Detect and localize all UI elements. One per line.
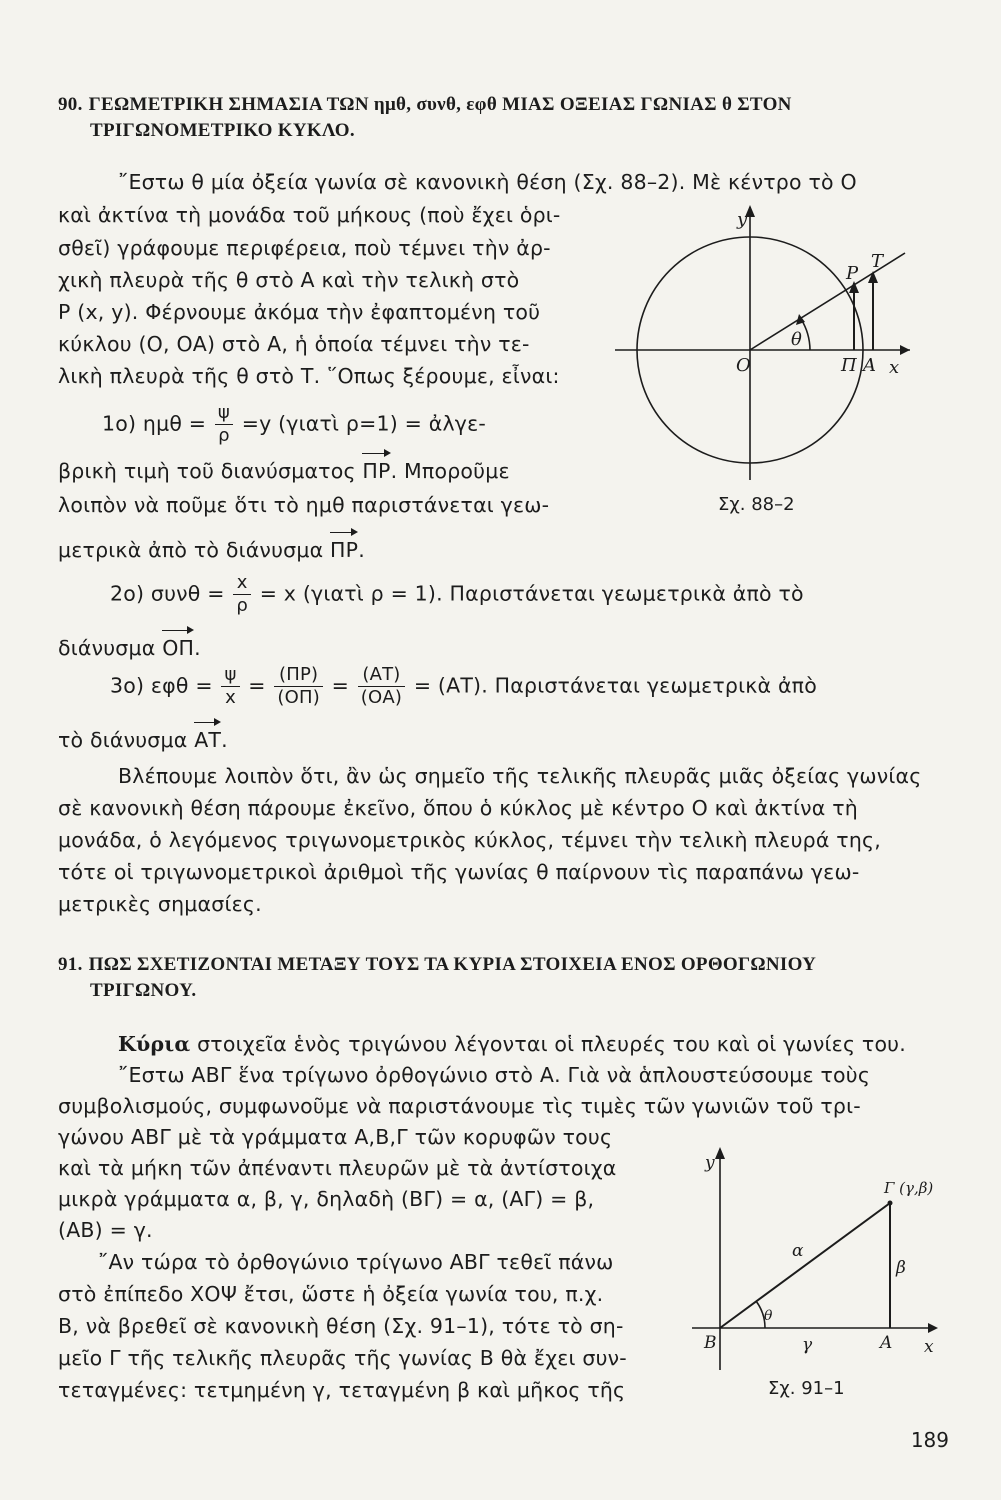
side-a-hypotenuse — [720, 1203, 890, 1328]
p3-b: . — [194, 636, 201, 660]
AT-arrow — [868, 271, 878, 283]
p2-line3-a: μετρικὰ ἀπὸ τὸ διάνυσμα — [58, 538, 324, 562]
p3-line — [58, 636, 201, 660]
f3-den3: (ΟΑ) — [360, 687, 403, 708]
section-90-title-line1: ΓΕΩΜΕΤΡΙΚΗ ΣΗΜΑΣΙΑ ΤΩΝ ημθ, συνθ, εφθ ΜΙΑΣ ΟΞΕΙΑΣ ΓΩΝΙΑΣ θ ΣΤΟΝ — [88, 94, 792, 115]
section-91-title-line1: ΠΩΣ ΣΧΕΤΙΖΟΝΤΑΙ ΜΕΤΑΞΥ ΤΟΥΣ ΤΑ ΚΥΡΙΑ ΣΤΟΙΧΕΙΑ ΕΝΟΣ ΟΡΘΟΓΩΝΙΟΥ — [88, 954, 817, 975]
p2-line1-a: βρικὴ τιμὴ τοῦ διανύσματος — [58, 459, 356, 483]
p1-line1: ῎Εστω θ μία ὀξεία γωνία σὲ κανονικὴ θέση (Σχ. 88–2). Μὲ κέντρο τὸ Ο — [118, 170, 857, 194]
f2-num: x — [233, 572, 251, 595]
section-91-title-line2: ΤΡΙΓΩΝΟΥ. — [90, 980, 197, 1001]
p4-b: . — [221, 728, 228, 752]
p1-line5: Ρ (x, y). Φέρνουμε ἀκόμα τὴν ἐφαπτομένη τοῦ — [58, 300, 541, 324]
s91-line6: μικρὰ γράμματα α, β, γ, δηλαδὴ (ΒΓ) = α, (ΑΓ) = β, — [58, 1187, 595, 1211]
figure-91-1-right-triangle — [680, 1138, 950, 1378]
formula-3-fraction-3 — [358, 664, 405, 709]
f3-eq1: = — [248, 673, 266, 698]
section-90-title-line2: ΤΡΙΓΩΝΟΜΕΤΡΙΚΟ ΚΥΚΛΟ. — [90, 120, 355, 141]
formula-2-fraction — [233, 572, 251, 617]
fig91-label-B: B — [704, 1333, 717, 1353]
f3-eq2: = — [331, 673, 350, 698]
s91-line9: στὸ ἐπίπεδο ΧΟΨ ἔτσι, ὥστε ἡ ὀξεία γωνία του, π.χ. — [58, 1282, 604, 1306]
p1-line3: σθεῖ) γράφουμε περιφέρεια, ποὺ τέμνει τὴν ἀρ- — [58, 236, 551, 260]
p4-line — [58, 728, 228, 752]
fig88-label-P: P — [846, 263, 859, 284]
formula-3-rest: = (ΑΤ). Παριστάνεται γεωμετρικὰ ἀπὸ — [413, 673, 817, 698]
page-number: 189 — [910, 1428, 949, 1452]
s91-line5: καὶ τὰ μήκη τῶν ἀπέναντι πλευρῶν μὲ τὰ ἀντίστοιχα — [58, 1156, 617, 1180]
fig91-label-G: Γ (γ,β) — [884, 1179, 934, 1197]
x-axis-arrow — [928, 1323, 938, 1333]
p5-line5: μετρικὲς σημασίες. — [58, 892, 262, 916]
s91-line1-rest: στοιχεῖα ἑνὸς τριγώνου λέγονται οἱ πλευρές του καὶ οἱ γωνίες του. — [190, 1032, 906, 1056]
f3-num3: (ΑΤ) — [358, 664, 405, 687]
fig91-label-b: β — [896, 1258, 906, 1278]
fig91-label-y: y — [705, 1153, 715, 1173]
s91-keyword: Κύρια — [118, 1032, 191, 1056]
formula-2-rest: = x (γιατὶ ρ = 1). Παριστάνεται γεωμετρικὰ ἀπὸ τὸ — [259, 581, 804, 606]
p2-line1-b: . Μποροῦμε — [390, 459, 510, 483]
formula-1 — [102, 402, 486, 447]
p5-line3: μονάδα, ὁ λεγόμενος τριγωνομετρικὸς κύκλος, τέμνει τὴν τελικὴ πλευρά της, — [58, 828, 881, 852]
fig88-label-T: T — [871, 251, 884, 272]
fig88-label-y: y — [737, 209, 748, 230]
p3-a: διάνυσμα — [58, 636, 156, 660]
p1-line4: χικὴ πλευρὰ τῆς θ στὸ Α καὶ τὴν τελικὴ στὸ — [58, 268, 520, 292]
formula-3-fraction-2 — [274, 664, 323, 709]
s91-line4: γώνου ΑΒΓ μὲ τὰ γράμματα Α,Β,Γ τῶν κορυφῶν τους — [58, 1125, 613, 1149]
fig88-label-O: O — [736, 355, 751, 376]
y-axis-arrow — [715, 1147, 725, 1159]
f1-num: ψ — [215, 402, 233, 425]
p4-a: τὸ διάνυσμα — [58, 728, 188, 752]
p5-line4: τότε οἱ τριγωνομετρικοὶ ἀριθμοὶ τῆς γωνίας θ παίρνουν τὶς παραπάνω γεω- — [58, 860, 860, 884]
p2-line3-b: . — [358, 538, 365, 562]
p1-line6: κύκλου (Ο, ΟΑ) στὸ Α, ἡ ὁποία τέμνει τὴν τε- — [58, 332, 530, 356]
formula-1-rest: =y (γιατὶ ρ=1) = ἀλγε- — [241, 411, 486, 436]
figure-88-2-trig-circle — [605, 195, 925, 485]
s91-line10: Β, νὰ βρεθεῖ σὲ κανονικὴ θέση (Σχ. 91–1), τότε τὸ ση- — [58, 1314, 624, 1338]
formula-2-label: 2ο) συνθ = — [110, 581, 225, 606]
vector-PR-2: ΠΡ — [330, 538, 359, 562]
p1-line2: καὶ ἀκτίνα τὴ μονάδα τοῦ μήκους (ποὺ ἔχει ὁρι- — [58, 203, 561, 227]
point-G — [888, 1201, 893, 1206]
p1-line7: λικὴ πλευρὰ τῆς θ στὸ Τ. ῞Οπως ξέρουμε, εἶναι: — [58, 364, 560, 388]
formula-1-fraction — [215, 402, 233, 447]
section-91-number: 91. — [58, 954, 83, 975]
f3-den1: x — [225, 687, 236, 708]
fig88-label-A: A — [863, 355, 876, 376]
angle-arc — [801, 319, 810, 350]
formula-3 — [110, 664, 817, 709]
vector-AT: ΑΤ — [194, 728, 222, 752]
s91-line12: τεταγμένες: τετμημένη γ, τεταγμένη β καὶ μῆκος τῆς — [58, 1378, 626, 1402]
fig88-label-Pi: Π — [841, 355, 857, 376]
f1-den: ρ — [218, 425, 230, 446]
figure-91-1-caption: Σχ. 91–1 — [768, 1378, 845, 1399]
s91-line8: ῎Αν τώρα τὸ ὀρθογώνιο τρίγωνο ΑΒΓ τεθεῖ πάνω — [98, 1250, 614, 1274]
formula-3-fraction-1 — [221, 664, 239, 709]
fig91-label-A: A — [880, 1333, 893, 1353]
fig91-label-theta: θ — [764, 1308, 773, 1324]
p5-line1: Βλέπουμε λοιπὸν ὅτι, ἂν ὡς σημεῖο τῆς τελικῆς πλευρᾶς μιᾶς ὀξείας γωνίας — [118, 764, 922, 788]
section-91-heading — [58, 952, 938, 1004]
s91-line2: ῎Εστω ΑΒΓ ἕνα τρίγωνο ὀρθογώνιο στὸ Α. Γιὰ νὰ ἁπλουστεύσουμε τοὺς — [118, 1063, 871, 1087]
fig88-label-x: x — [889, 357, 900, 378]
vector-OP: ΟΠ — [162, 636, 195, 660]
section-90-number: 90. — [58, 94, 83, 115]
s91-line11: μεῖο Γ τῆς τελικῆς πλευρᾶς τῆς γωνίας Β θὰ ἔχει συν- — [58, 1346, 627, 1370]
formula-3-label: 3ο) εφθ = — [110, 673, 213, 698]
fig91-label-a: α — [792, 1241, 804, 1261]
p2-line3 — [58, 538, 365, 562]
vector-PR: ΠΡ — [362, 459, 391, 483]
figure-88-2-caption: Σχ. 88–2 — [718, 494, 795, 515]
s91-line1 — [118, 1032, 906, 1056]
p2-line2: λοιπὸν νὰ ποῦμε ὅτι τὸ ημθ παριστάνεται γεω- — [58, 493, 550, 517]
fig91-label-x: x — [924, 1337, 934, 1357]
section-90-heading — [58, 92, 938, 144]
f3-den2: (ΟΠ) — [277, 687, 320, 708]
f2-den: ρ — [236, 595, 248, 616]
x-axis-arrow — [900, 345, 910, 355]
formula-2 — [110, 572, 804, 617]
p2-line1 — [58, 459, 510, 483]
fig91-label-c: γ — [802, 1335, 813, 1355]
f3-num2: (ΠΡ) — [274, 664, 323, 687]
s91-line7: (ΑΒ) = γ. — [58, 1218, 153, 1242]
formula-1-label: 1ο) ημθ = — [102, 411, 207, 436]
s91-line3: συμβολισμούς, συμφωνοῦμε νὰ παριστάνουμε τὶς τιμὲς τῶν γωνιῶν τοῦ τρι- — [58, 1094, 861, 1118]
f3-num1: ψ — [221, 664, 239, 687]
p5-line2: σὲ κανονικὴ θέση πάρουμε ἐκεῖνο, ὅπου ὁ κύκλος μὲ κέντρο Ο καὶ ἀκτίνα τὴ — [58, 796, 858, 820]
fig88-label-theta: θ — [791, 329, 802, 350]
